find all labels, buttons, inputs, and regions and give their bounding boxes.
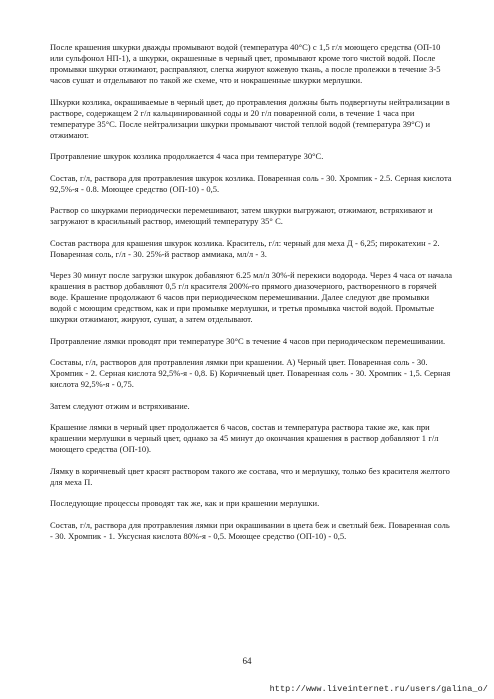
paragraph-stirring: Раствор со шкурками периодически перемешивают, затем шкурки выгружают, отжимают, встряхивают и загружают в красильный раствор, имеющий температуру 35° С. xyxy=(50,205,433,226)
watermark-url: http://www.liveinternet.ru/users/galina_o/ xyxy=(269,684,488,694)
page-number: 64 xyxy=(242,656,252,666)
paragraph-kid-mordant-composition: Состав, г/л, раствора для протравления шкурок козлика. Поваренная соль - 30. Хромпик - 2.5. Серная кислота 92,5%-я - 0.8. Моющее средство (ОП-10) - 0,5. xyxy=(50,172,452,194)
paragraph-wringing: Затем следуют отжим и встряхивание. xyxy=(50,400,190,411)
paragraph-peroxide-addition: Через 30 минут после загрузки шкурок добавляют 6.25 мл/л 30%-й перекиси водорода. Через 4 часа от начала крашения в раствор добавляют 0,5 г/л красителя 200%-го прямого диазочерного, растворенного в горячей воде. Крашение продолжают 6 часов при периодическом перемешивании. Далее следуют две промывки водой с моющим средством, как и при промывке мерлушки, и третья промывка чистой водой. Промытые шкурки отжимают, жируют, сушат, а затем отделывают. xyxy=(50,270,452,324)
paragraph-beige-mordant-composition: Состав, г/л, раствора для протравления лямки при окрашивании в цвета беж и светлый беж. Поваренная соль - 30. Хромпик - 1. Уксусная кислота 80%-я - 0,5. Моющее средство (ОП-10) - 0,5. xyxy=(50,519,450,541)
paragraph-lyamka-brown-dyeing: Лямку в коричневый цвет красят раствором такого же состава, что и мерлушку, только без красителя желтого для меха П. xyxy=(50,465,450,487)
paragraph-lyamka-black-dyeing: Крашение лямки в черный цвет продолжается 6 часов, состав и температура раствора такие же, как при крашении мерлушки в черный цвет, однако за 45 минут до окончания крашения в раствор добавляют 1 г/л моющего средства (ОП-10). xyxy=(50,422,439,454)
paragraph-subsequent-processes: Последующие процессы проводят так же, как и при крашении мерлушки. xyxy=(50,498,320,508)
paragraph-washing: После крашения шкурки дважды промывают водой (температура 40°С) с 1,5 г/л моющего средства (ОП-10 или сульфонол НП-1), а шкурки, окрашенные в черный цвет, промывают кроме того чистой водой. После промывки шкурки отжимают, расправляют, слегка жируют кожевую ткань, а после пролежки в течение 3-5 часов сушат и отделывают по такой же схеме, что и нокрашенные шкурки мерлушки. xyxy=(50,42,441,85)
paragraph-neutralization: Шкурки козлика, окрашиваемые в черный цвет, до протравления должны быть подвергнуты нейтрализации в растворе, содержащем 2 г/л кальцинированной соды и 20 г/л поваренной соли, в течение 1 часа при температуре 35°С. После нейтрализации шкурки промывают чистой теплой водой (температура 39°С) и отжимают. xyxy=(50,96,450,140)
paragraph-lyamka-mordanting: Протравление лямки проводят при температуре 30°С в течение 4 часов при периодическом перемешивании. xyxy=(50,335,446,346)
paragraph-kid-mordanting-time: Протравление шкурок козлика продолжается 4 часа при температуре 30°С. xyxy=(50,151,324,161)
body-text xyxy=(50,42,452,552)
paragraph-kid-dye-composition: Состав раствора для крашения шкурок козлика. Краситель, г/л: черный для меха Д - 6,25; пирокатехин - 2. Поваренная соль, г/л - 30. 25%-й раствор аммиака, мл/л - 3. xyxy=(50,237,440,259)
paragraph-lyamka-mordant-compositions: Составы, г/л, растворов для протравления лямки при крашении. А) Черный цвет. Поваренная соль - 30. Хромпик - 2. Серная кислота 92,5%-я - 0,8. Б) Коричневый цвет. Поваренная соль - 30. Хромпик - 1,5. Серная кислота 92,5%-я - 0,75. xyxy=(50,357,451,389)
